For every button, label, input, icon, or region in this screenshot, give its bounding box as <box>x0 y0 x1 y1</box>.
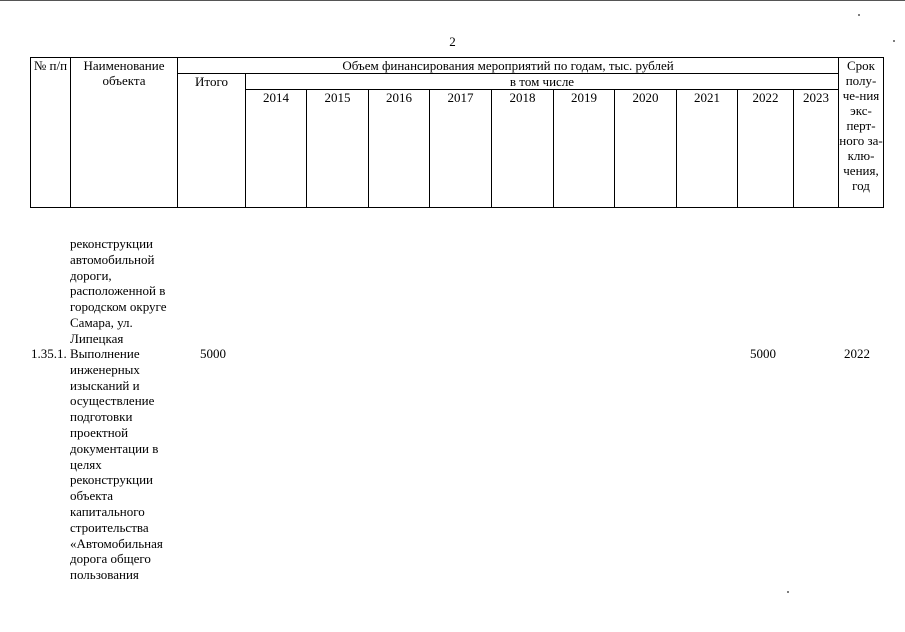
scan-speck <box>858 14 860 16</box>
scan-edge-line <box>0 0 905 1</box>
header-name: Наименование объекта <box>71 58 178 208</box>
header-year: 2020 <box>615 90 677 208</box>
page-number: 2 <box>449 34 456 49</box>
header-year: 2015 <box>307 90 369 208</box>
header-year: 2018 <box>492 90 554 208</box>
header-year: 2019 <box>554 90 615 208</box>
header-year: 2014 <box>246 90 307 208</box>
header-year: 2017 <box>430 90 492 208</box>
header-funding: Объем финансирования мероприятий по годам, тыс. рублей <box>178 58 839 74</box>
header-year: 2016 <box>369 90 430 208</box>
deadline-value: 2022 <box>844 346 870 361</box>
scan-speck <box>787 591 789 593</box>
header-total: Итого <box>178 74 246 208</box>
funding-table <box>30 57 884 208</box>
continued-object-name: реконструкции автомобильной дороги, расположенной в городском округе Самара, ул. Липецкая <box>70 236 167 346</box>
header-including: в том числе <box>246 74 839 90</box>
total-value: 5000 <box>200 346 226 361</box>
object-name: Выполнение инженерных изысканий и осуществление подготовки проектной документации в целях реконструкции объекта капитального строительства «Автомобильная дорога общего пользования <box>70 346 163 583</box>
header-number: № п/п <box>31 58 71 208</box>
header-year: 2023 <box>794 90 839 208</box>
value-2022: 5000 <box>750 346 776 361</box>
header-deadline: Срок полу-че-ния экс-перт-ного за-клю-чения, год <box>839 58 884 208</box>
header-year: 2022 <box>738 90 794 208</box>
header-year: 2021 <box>677 90 738 208</box>
row-number: 1.35.1. <box>31 346 67 361</box>
